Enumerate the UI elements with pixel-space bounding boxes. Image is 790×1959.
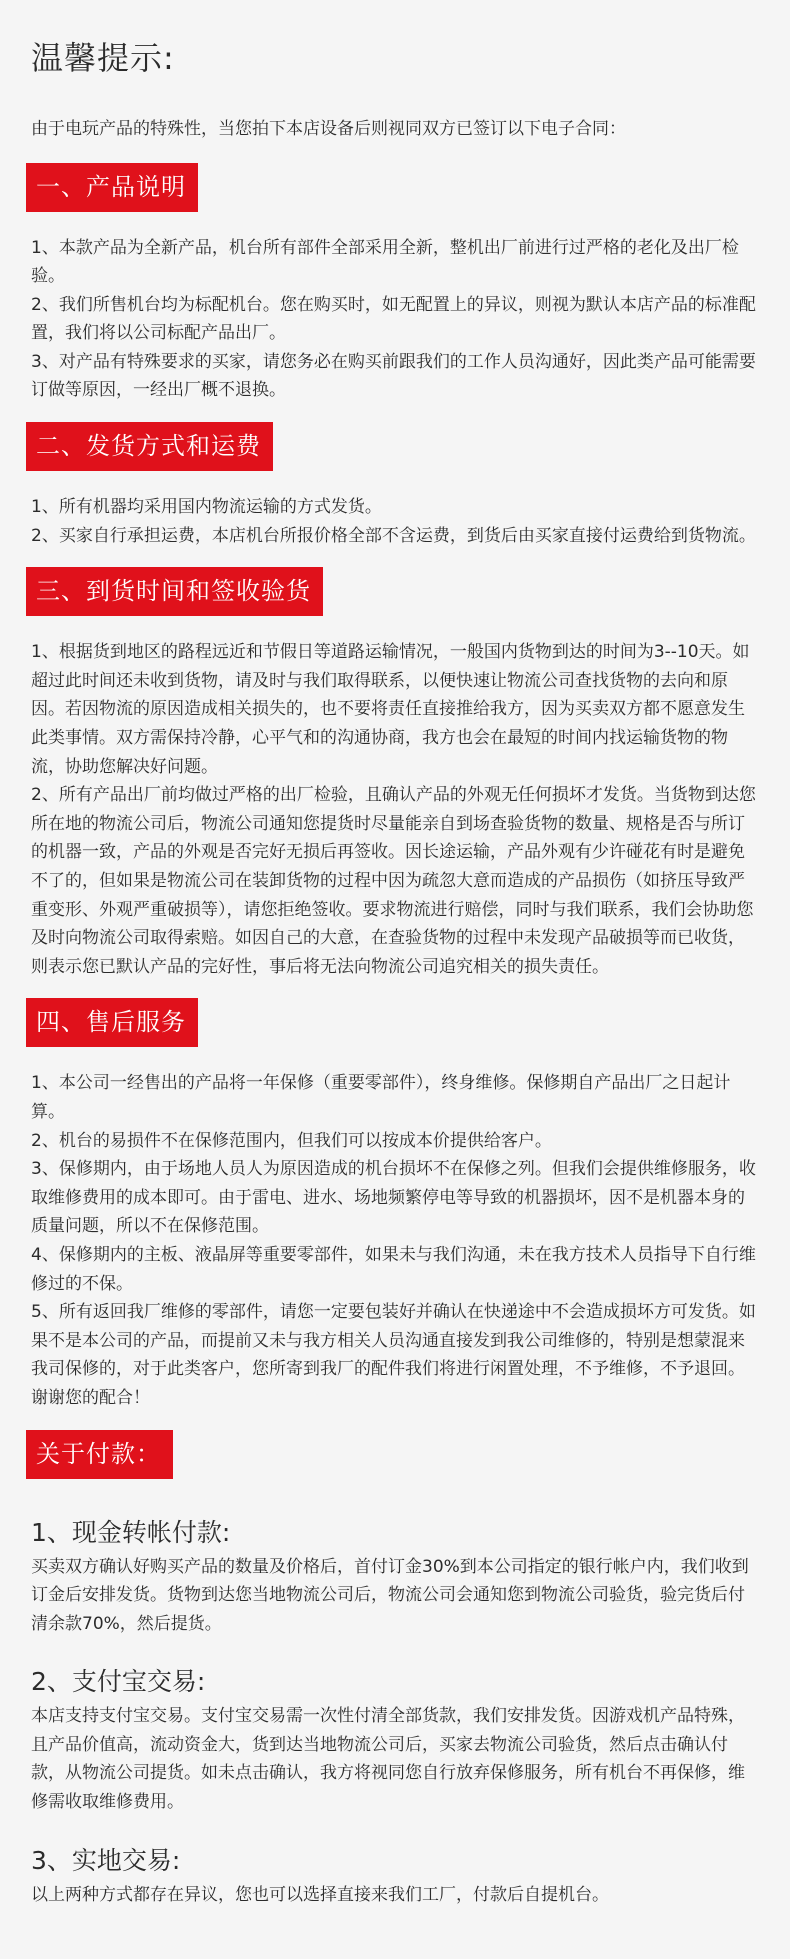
section-heading-payment: 关于付款： — [26, 1430, 173, 1479]
paragraph: 4、保修期内的主板、液晶屏等重要零部件，如果未与我们沟通，未在我方技术人员指导下自行维修过的不保。 — [31, 1244, 756, 1294]
section-heading-after-sales: 四、售后服务 — [26, 998, 198, 1047]
section-body-product-description — [29, 234, 761, 406]
paragraph: 2、买家自行承担运费，本店机台所报价格全部不含运费，到货后由买家直接付运费给到货物流。 — [31, 525, 756, 546]
section-body-shipping — [29, 493, 761, 550]
paragraph: 1、本款产品为全新产品，机台所有部件全部采用全新，整机出厂前进行过严格的老化及出厂检验。 — [31, 237, 739, 287]
paragraph: 3、对产品有特殊要求的买家，请您务必在购买前跟我们的工作人员沟通好，因此类产品可能需要订做等原因，一经出厂概不退换。 — [31, 351, 756, 401]
payment-method-text: 买卖双方确认好购买产品的数量及价格后，首付订金30%到本公司指定的银行帐户内，我们收到订金后安排发货。货物到达您当地物流公司后，物流公司会通知您到物流公司验货，验完货后付清余款70%，然后提货。 — [31, 1556, 749, 1634]
paragraph: 2、所有产品出厂前均做过严格的出厂检验，且确认产品的外观无任何损坏才发货。当货物到达您所在地的物流公司后，物流公司通知您提货时尽量能亲自到场查验货物的数量、规格是否与所订的机器一致，产品的外观是否完好无损后再签收。因长途运输，产品外观有少许碰花有时是避免不了的，但如果是物流公司在装卸货物的过程中因为疏忽大意而造成的产品损伤（如挤压导致严重变形、外观严重破损等），请您拒绝签收。要求物流进行赔偿，同时与我们联系，我们会协助您及时向物流公司取得索赔。如因自己的大意，在查验货物的过程中未发现产品破损等而已收货，则表示您已默认产品的完好性，事后将无法向物流公司追究相关的损失责任。 — [31, 785, 756, 977]
section-body-delivery-inspection — [29, 638, 761, 981]
paragraph: 1、所有机器均采用国内物流运输的方式发货。 — [31, 497, 382, 518]
intro-text: 由于电玩产品的特殊性，当您拍下本店设备后则视同双方已签订以下电子合同： — [31, 119, 626, 139]
paragraph: 1、根据货到地区的路程远近和节假日等道路运输情况，一般国内货物到达的时间为3--10天。如超过此时间还未收到货物，请及时与我们取得联系，以便快速让物流公司查找货物的去向和原因。若因物流的原因造成相关损失的，也不要将责任直接推给我方，因为买卖双方都不愿意发生此类事情。双方需保持冷静，心平气和的沟通协商，我方也会在最短的时间内找运输货物的物流，协助您解决好问题。 — [31, 642, 750, 777]
section-heading-product-description: 一、产品说明 — [26, 163, 198, 212]
payment-method-alipay — [29, 1662, 761, 1816]
payment-method-title: 3、实地交易: — [31, 1845, 181, 1875]
paragraph: 2、机台的易损件不在保修范围内，但我们可以按成本价提供给客户。 — [31, 1130, 552, 1151]
paragraph: 1、本公司一经售出的产品将一年保修（重要零部件），终身维修。保修期自产品出厂之日起计算。 — [31, 1073, 731, 1122]
payment-method-title: 2、支付宝交易: — [31, 1667, 206, 1697]
paragraph: 5、所有返回我厂维修的零部件，请您一定要包装好并确认在快递途中不会造成损坏方可发货。如果不是本公司的产品，而提前又未与我方相关人员沟通直接发到我公司维修的，特别是想蒙混来我司保修的，对于此类客户，您所寄到我厂的配件我们将进行闲置处理，不予维修，不予退回。谢谢您的配合！ — [31, 1302, 756, 1408]
payment-method-text: 本店支持支付宝交易。支付宝交易需一次性付清全部货款，我们安排发货。因游戏机产品特殊，且产品价值高，流动资金大，货到达当地物流公司后，买家去物流公司验货，然后点击确认付款，从物流公司提货。如未点击确认，我方将视同您自行放弃保修服务，所有机台不再保修，维修需收取维修费用。 — [31, 1706, 745, 1813]
paragraph: 3、保修期内，由于场地人员人为原因造成的机台损坏不在保修之列。但我们会提供维修服务，收取维修费用的成本即可。由于雷电、进水、场地频繁停电等导致的机器损坏，因不是机器本身的质量问题，所以不在保修范围。 — [31, 1159, 756, 1237]
paragraph: 2、我们所售机台均为标配机台。您在购买时，如无配置上的异议，则视为默认本店产品的标准配置，我们将以公司标配产品出厂。 — [31, 294, 756, 344]
section-body-after-sales — [29, 1069, 761, 1412]
payment-method-onsite — [29, 1841, 761, 1910]
page-title: 温馨提示: — [31, 39, 175, 77]
payment-method-text: 以上两种方式都存在异议，您也可以选择直接来我们工厂，付款后自提机台。 — [31, 1884, 609, 1905]
payment-method-title: 1、现金转帐付款: — [31, 1517, 231, 1547]
section-heading-delivery-inspection: 三、到货时间和签收验货 — [26, 567, 323, 616]
section-heading-shipping: 二、发货方式和运费 — [26, 422, 273, 471]
payment-method-bank-transfer — [29, 1513, 761, 1639]
notice-page — [4, 4, 786, 1959]
